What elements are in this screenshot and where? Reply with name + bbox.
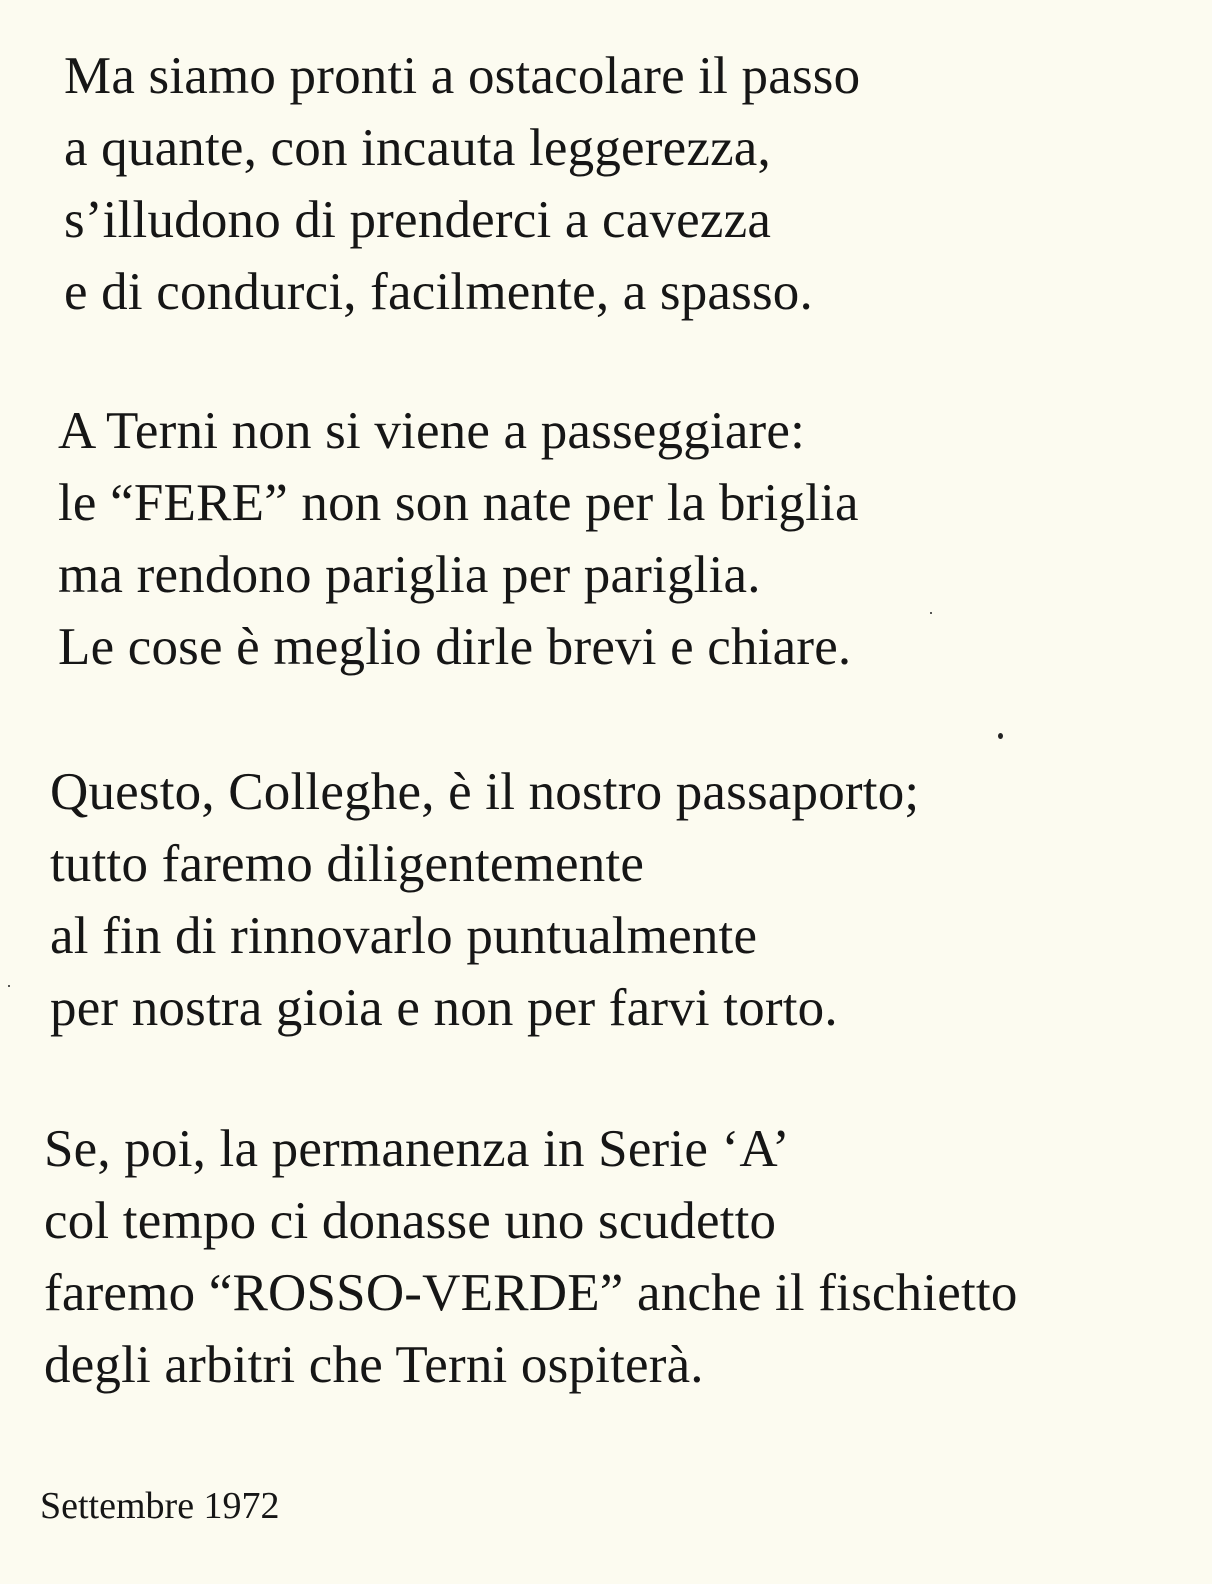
verse-line: faremo “ROSSO-VERDE” anche il fischietto <box>44 1264 1018 1322</box>
verse-line: tutto faremo diligentemente <box>50 835 645 893</box>
verse-line: Se, poi, la permanenza in Serie ‘A’ <box>44 1120 790 1178</box>
verse-line: col tempo ci donasse uno scudetto <box>44 1192 777 1250</box>
verse-line: degli arbitri che Terni ospiterà. <box>44 1336 704 1394</box>
verse-line: per nostra gioia e non per farvi torto. <box>50 979 838 1037</box>
ink-speck <box>8 985 10 987</box>
poem-stanza-4 <box>44 1113 1018 1401</box>
ink-speck <box>930 612 932 614</box>
verse-line: al fin di rinnovarlo puntualmente <box>50 907 758 965</box>
verse-line: s’illudono di prenderci a cavezza <box>64 191 772 249</box>
verse-line: a quante, con incauta leggerezza, <box>64 119 771 177</box>
ink-speck <box>998 733 1003 739</box>
poem-stanza-2 <box>58 395 859 683</box>
verse-line: Ma siamo pronti a ostacolare il passo <box>64 47 861 105</box>
verse-line: ma rendono pariglia per pariglia. <box>58 546 761 604</box>
date-line: Settembre 1972 <box>40 1485 280 1527</box>
verse-line: Le cose è meglio dirle brevi e chiare. <box>58 618 852 676</box>
verse-line: Questo, Colleghe, è il nostro passaporto; <box>50 763 920 821</box>
verse-line: le “FERE” non son nate per la briglia <box>58 474 859 532</box>
poem-stanza-3 <box>50 756 919 1044</box>
poem-stanza-1 <box>64 40 860 328</box>
verse-line: A Terni non si viene a passeggiare: <box>58 402 806 460</box>
verse-line: e di condurci, facilmente, a spasso. <box>64 263 813 321</box>
